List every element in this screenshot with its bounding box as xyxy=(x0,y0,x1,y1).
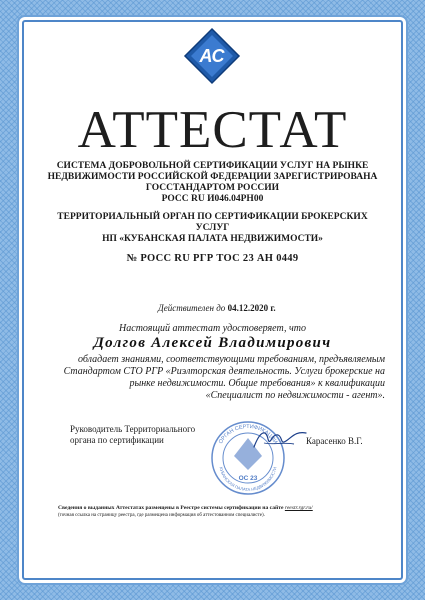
desc-line: рынке недвижимости. Общие требования» к квалификации xyxy=(129,378,385,389)
svg-text:АС: АС xyxy=(199,46,225,66)
stamp-bottom-text: КУБАНСКАЯ ПАЛАТА НЕДВИЖИМОСТИ xyxy=(218,466,278,493)
validity xyxy=(158,303,276,313)
head-name: Карасенко В.Г. xyxy=(306,436,363,446)
head-label-line: Руководитель Территориального xyxy=(70,424,196,434)
footnote-line: Сведения о выданных Аттестатах размещены в Реестре системы сертификации на сайте xyxy=(58,505,284,511)
desc-line: Стандартом СТО РГР «Риэлторская деятельность. Услуги брокерские на xyxy=(63,366,385,377)
system-info xyxy=(40,161,385,205)
system-line: НЕДВИЖИМОСТИ РОССИЙСКОЙ ФЕДЕРАЦИИ ЗАРЕГИСТРИРОВАНА xyxy=(47,172,378,182)
organ-info xyxy=(40,212,385,245)
certificate-title: АТТЕСТАТ xyxy=(77,101,348,159)
system-line: ГОССТАНДАРТОМ РОССИИ xyxy=(145,183,280,193)
rgr-logo-icon xyxy=(182,26,242,86)
registry-footnote xyxy=(58,505,378,519)
registry-link[interactable]: reestr.rgr.ru/ xyxy=(284,505,313,511)
organ-line: НП «КУБАНСКАЯ ПАЛАТА НЕДВИЖИМОСТИ» xyxy=(102,234,323,244)
desc-line: «Специалист по недвижимости - агент». xyxy=(205,390,385,401)
stamp-code: ОС 23 xyxy=(238,475,258,482)
qualification-description xyxy=(50,354,385,402)
system-line: РОСС RU И046.04РН00 xyxy=(161,194,264,204)
head-label-line: органа по сертификации xyxy=(70,435,164,445)
signature-icon xyxy=(250,425,310,455)
certifies-text: Настоящий аттестат удостоверяет, что xyxy=(119,323,306,334)
stamp-ring-text: ОРГАН СЕРТИФИКАЦИИ xyxy=(217,423,279,446)
footnote-note: (точная ссылка на страницу реестра, где размещена информация об аттестованном специалисте). xyxy=(58,513,265,518)
organ-line: ТЕРРИТОРИАЛЬНЫЙ ОРГАН ПО СЕРТИФИКАЦИИ БРОКЕРСКИХ УСЛУГ xyxy=(57,212,368,233)
head-label xyxy=(70,424,195,446)
valid-label: Действителен до xyxy=(158,303,226,313)
holder-name: Долгов Алексей Владимирович xyxy=(93,335,332,351)
valid-date: 04.12.2020 г. xyxy=(227,303,276,313)
system-line: СИСТЕМА ДОБРОВОЛЬНОЙ СЕРТИФИКАЦИИ УСЛУГ НА РЫНКЕ xyxy=(56,161,369,171)
desc-line: обладает знаниями, соответствующими требованиям, предъявляемым xyxy=(78,354,385,365)
certificate-number: № РОСС RU РГР ТОС 23 АН 0449 xyxy=(126,253,299,264)
